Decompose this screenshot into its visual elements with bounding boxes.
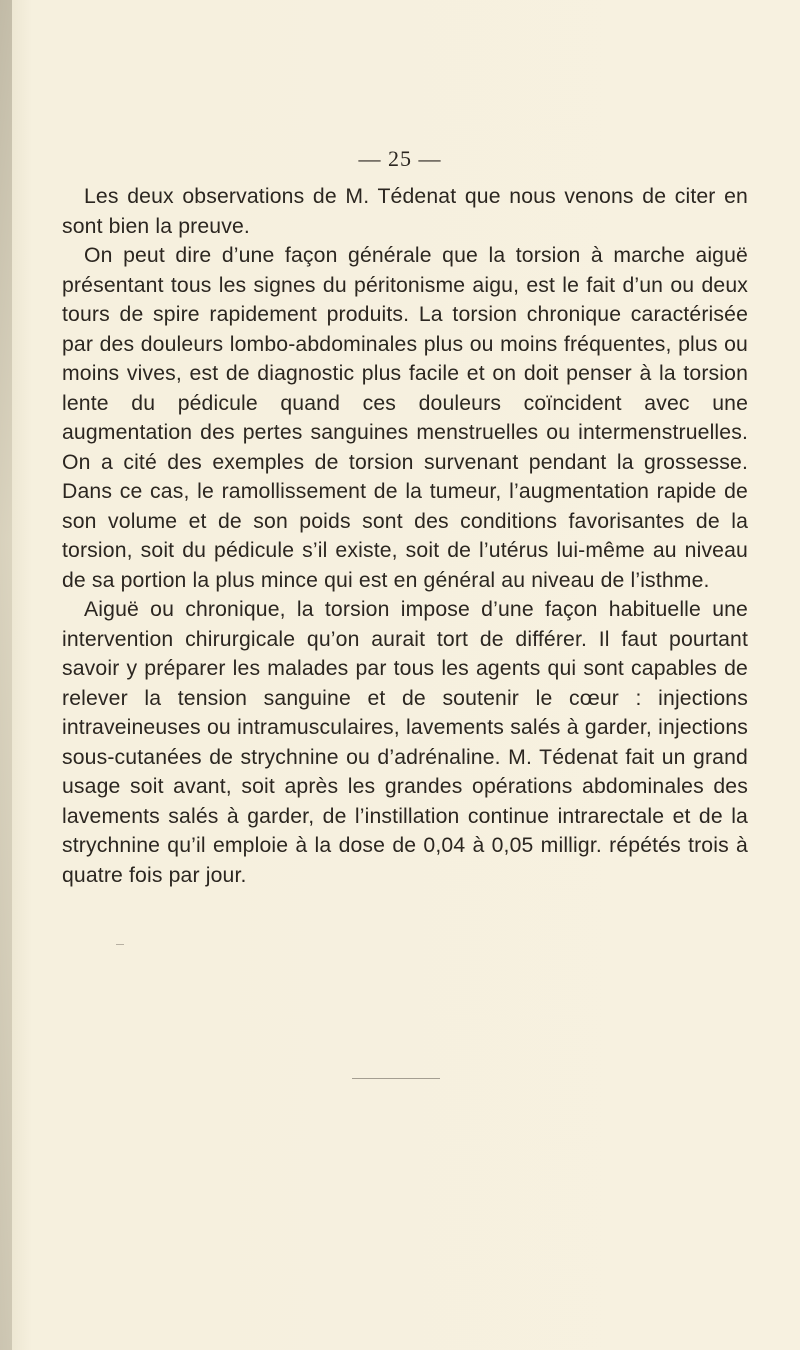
page-body <box>62 182 748 890</box>
end-rule <box>352 1078 440 1079</box>
page-number: — 25 — <box>358 146 442 171</box>
paragraph-1: Les deux observations de M. Tédenat que nous venons de citer en sont bien la preuve. <box>62 185 748 238</box>
paragraph-2: On peut dire d’une façon générale que la torsion à marche aiguë présentant tous les signes du péritonisme aigu, est le fait d’un ou deux tours de spire rapidement produits. La torsion chronique caractérisée par des douleurs lombo-abdominales plus ou moins fréquentes, plus ou moins vives, est de diagnostic plus facile et on doit penser à la torsion lente du pédicule quand ces douleurs coïncident avec une augmentation des pertes sanguines menstruelles ou intermenstruelles. On a cité des exemples de torsion survenant pendant la grossesse. Dans ce cas, le ramollissement de la tumeur, l’augmentation rapide de son volume et de son poids sont des conditions favorisantes de la torsion, soit du pédicule s’il existe, soit de l’utérus lui-même au niveau de sa portion la plus mince qui est en général au niveau de l’isthme. <box>62 244 748 592</box>
page-left-edge <box>0 0 12 1350</box>
margin-mark <box>116 944 124 945</box>
paragraph-3: Aiguë ou chronique, la torsion impose d’une façon habituelle une intervention chirurgicale qu’on aurait tort de différer. Il faut pourtant savoir y préparer les malades par tous les agents qui sont capables de relever la tension sanguine et de soutenir le cœur : injections intraveineuses ou intramusculaires, lavements salés à garder, injections sous-cutanées de strychnine ou d’adrénaline. M. Tédenat fait un grand usage soit avant, soit après les grandes opérations abdominales des lavements salés à garder, de l’instillation continue intrarectale et de la strychnine qu’il emploie à la dose de 0,04 à 0,05 milligr. répétés trois à quatre fois par jour. <box>62 598 748 887</box>
